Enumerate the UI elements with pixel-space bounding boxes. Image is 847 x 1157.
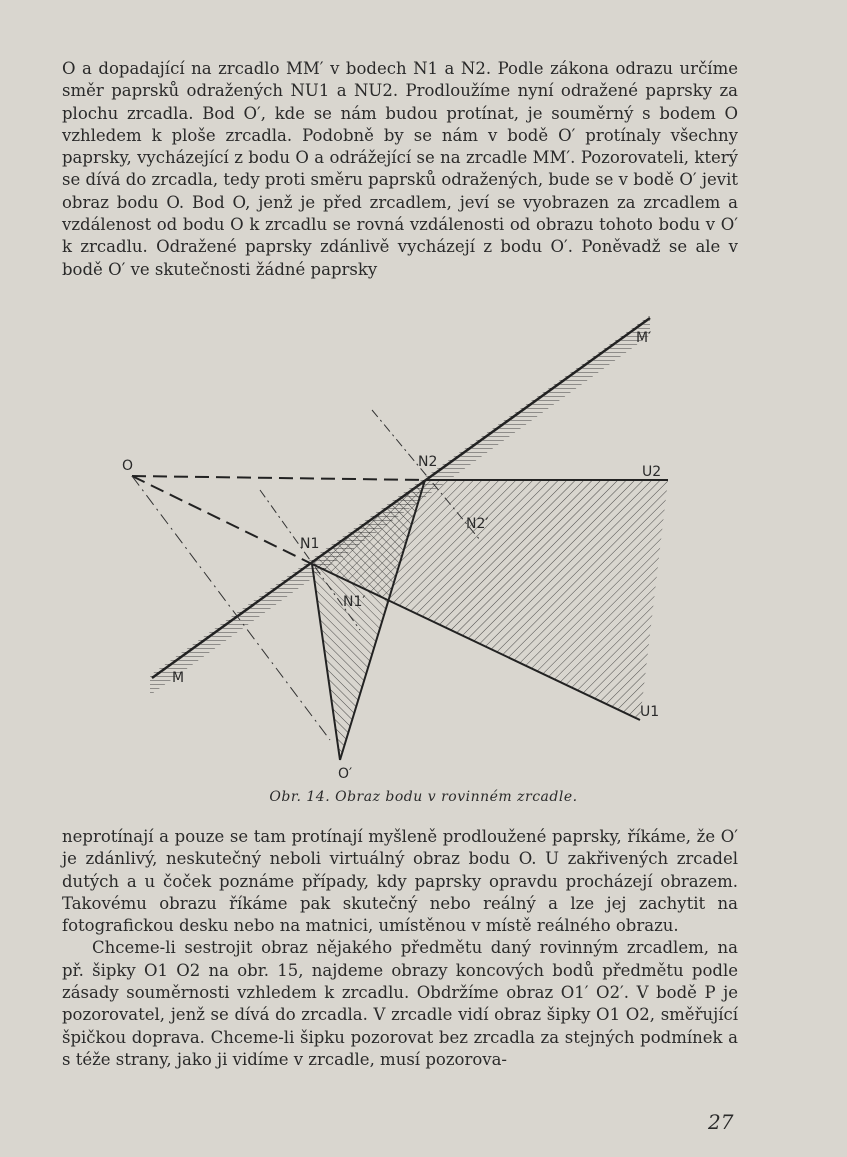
label-N1: N1 — [300, 536, 320, 552]
label-N2-prime: N2′ — [466, 516, 489, 532]
label-O: O — [122, 458, 134, 474]
virtual-beam-region — [312, 480, 425, 760]
paragraph-bottom — [62, 826, 738, 1071]
paragraph-1: O a dopadající na zrcadlo MM′ v bodech N1 a N2. Podle zákona odrazu určíme směr paprsků odražených NU1 a NU2. Prodloužíme nyní odražené paprsky za plochu zrcadla. Bod O′, kde se nám budou protínat, je souměrný s bodem O vzhledem k ploše zrcadla. Podobně by se nám v bodě O′ protínaly všechny paprsky, vycházející z bodu O a odrážející se na zrcadle MM′. Pozorovateli, který se dívá do zrcadla, tedy proti směru paprsků odražených, bude se v bodě O′ jevit obraz bodu O. Bod O, jenž je před zrcadlem, jeví se vyobrazen za zrcadlem a vzdálenost od bodu O k zrcadlu se rovná vzdálenosti od obrazu tohoto bodu v O′ k zrcadlu. Odražené paprsky zdánlivě vycházejí z bodu O′. Poněvadž se ale v bodě O′ ve skutečnosti žádné paprsky — [62, 59, 738, 279]
ray-O-N2 — [132, 476, 425, 480]
label-O-prime: O′ — [338, 766, 353, 782]
paragraph-3: Chceme-li sestrojit obraz nějakého předmětu daný rovinným zrcadlem, na př. šipky O1 O2 na obr. 15, najdeme obrazy koncových bodů předmětu podle zásady souměrnosti vzhledem k zrcadlu. Obdržíme obraz O1′ O2′. V bodě P je pozorovatel, jenž se dívá do zrcadla. V zrcadle vidí obraz šipky O1 O2, směřující špičkou doprava. Chceme-li šipku pozorovat bez zrcadla za stejných podmínek a s téže strany, jako ji vidíme v zrcadle, musí pozorova- — [62, 938, 738, 1069]
ray-O-N1 — [132, 476, 312, 564]
page-number: 27 — [708, 1110, 734, 1134]
figure-caption: Obr. 14. Obraz bodu v rovinném zrcadle. — [269, 789, 578, 805]
label-U1: U1 — [640, 704, 660, 720]
paragraph-2: neprotínají a pouze se tam protínají myšleně prodloužené paprsky, říkáme, že O′ je zdánlivý, neskutečný neboli virtuálný obraz bodu O. U zakřivených zrcadel dutých a u čoček poznáme případy, kdy paprsky opravdu procházejí obrazem. Takovému obrazu říkáme pak skutečný nebo reálný a lze jej zachytit na fotografickou desku nebo na matnici, umístěnou v místě reálného obrazu. — [62, 827, 738, 936]
label-N1-prime: N1′ — [343, 594, 366, 610]
label-M: M — [172, 670, 185, 686]
label-N2: N2 — [418, 454, 438, 470]
label-M-prime: M′ — [636, 330, 652, 346]
perpendicular-O-Oprime — [132, 476, 330, 740]
paragraph-top — [62, 58, 738, 281]
label-U2: U2 — [642, 464, 662, 480]
figure-14-diagram — [0, 300, 847, 790]
